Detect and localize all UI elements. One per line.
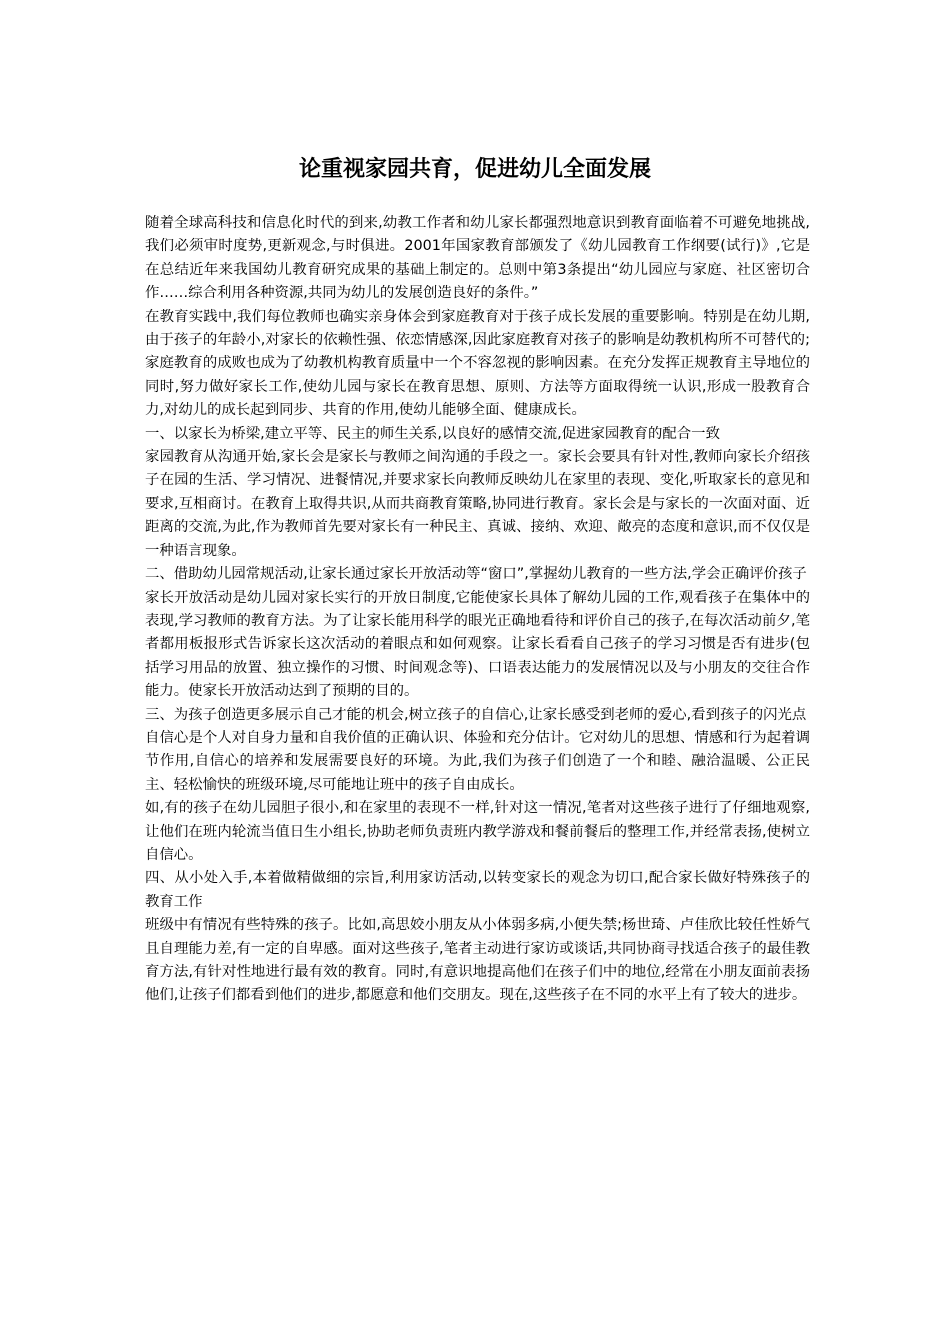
paragraph-section-2: 家长开放活动是幼儿园对家长实行的开放日制度,它能使家长具体了解幼儿园的工作,观看孩子在集体中的表现,学习教师的教育方法。为了让家长能用科学的眼光正确地看待和评价自己的孩子,在每次活动前夕,笔者都用板报形式告诉家长这次活动的着眼点和如何观察。让家长看看自己孩子的学习习惯是否有进步(包括学习用品的放置、独立操作的习惯、时间观念等)、口语表达能力的发展情况以及与小朋友的交往合作能力。使家长开放活动达到了预期的目的。 [145, 589, 810, 700]
paragraph-section-3a: 自信心是个人对自身力量和自我价值的正确认识、体验和充分估计。它对幼儿的思想、情感和行为起着调节作用,自信心的培养和发展需要良好的环境。为此,我们为孩子们创造了一个和睦、融洽温暖、公正民主、轻松愉快的班级环境,尽可能地让班中的孩子自由成长。 [145, 729, 810, 793]
paragraph-section-4: 班级中有情况有些特殊的孩子。比如,高思姣小朋友从小体弱多病,小便失禁;杨世琦、卢佳欣比较任性娇气且自理能力差,有一定的自卑感。面对这些孩子,笔者主动进行家访或谈话,共同协商寻找适合孩子的最佳教育方法,有针对性地进行最有效的教育。同时,有意识地提高他们在孩子们中的地位,经常在小朋友面前表扬他们,让孩子们都看到他们的进步,都愿意和他们交朋友。现在,这些孩子在不同的水平上有了较大的进步。 [145, 917, 810, 1004]
paragraph-section-3b: 如,有的孩子在幼儿园胆子很小,和在家里的表现不一样,针对这一情况,笔者对这些孩子进行了仔细地观察,让他们在班内轮流当值日生小组长,协助老师负责班内教学游戏和餐前餐后的整理工作,并经常表扬,使树立自信心。 [145, 800, 810, 863]
section-heading-4: 四、从小处入手,本着做精做细的宗旨,利用家访活动,以转变家长的观念为切口,配合家长做好特殊孩子的教育工作 [145, 870, 810, 910]
document-title: 论重视家园共育，促进幼儿全面发展 [298, 157, 651, 182]
paragraph-section-1: 家园教育从沟通开始,家长会是家长与教师之间沟通的手段之一。家长会要具有针对性,教师向家长介绍孩子在园的生活、学习情况、进餐情况,并要求家长向教师反映幼儿在家里的表现、变化,听取家长的意见和要求,互相商讨。在教育上取得共识,从而共商教育策略,协同进行教育。家长会是与家长的一次面对面、近距离的交流,为此,作为教师首先要对家长有一种民主、真诚、接纳、欢迎、敞亮的态度和意识,而不仅仅是一种语言现象。 [145, 449, 810, 559]
paragraph-practice: 在教育实践中,我们每位教师也确实亲身体会到家庭教育对于孩子成长发展的重要影响。特别是在幼儿期,由于孩子的年龄小,对家长的依赖性强、依恋情感深,因此家庭教育对孩子的影响是幼教机构所不可替代的;家庭教育的成败也成为了幼教机构教育质量中一个不容忽视的影响因素。在充分发挥正规教育主导地位的同时,努力做好家长工作,使幼儿园与家长在教育思想、原则、方法等方面取得统一认识,形成一股教育合力,对幼儿的成长起到同步、共育的作用,使幼儿能够全面、健康成长。 [145, 308, 810, 419]
section-heading-2: 二、借助幼儿园常规活动,让家长通过家长开放活动等“窗口”,掌握幼儿教育的一些方法,学会正确评价孩子 [145, 566, 807, 583]
section-heading-3: 三、为孩子创造更多展示自己才能的机会,树立孩子的自信心,让家长感受到老师的爱心,看到孩子的闪光点 [145, 706, 807, 723]
section-heading-1: 一、以家长为桥梁,建立平等、民主的师生关系,以良好的感情交流,促进家园教育的配合一致 [145, 425, 720, 442]
paragraph-intro: 随着全球高科技和信息化时代的到来,幼教工作者和幼儿家长都强烈地意识到教育面临着不可避免地挑战,我们必须审时度势,更新观念,与时俱进。2001年国家教育部颁发了《幼儿园教育工作纲要(试行)》,它是在总结近年来我国幼儿教育研究成果的基础上制定的。总则中第3条提出“幼儿园应与家庭、社区密切合作……综合利用各种资源,共同为幼儿的发展创造良好的条件。” [145, 215, 810, 302]
document-body [145, 212, 810, 1008]
